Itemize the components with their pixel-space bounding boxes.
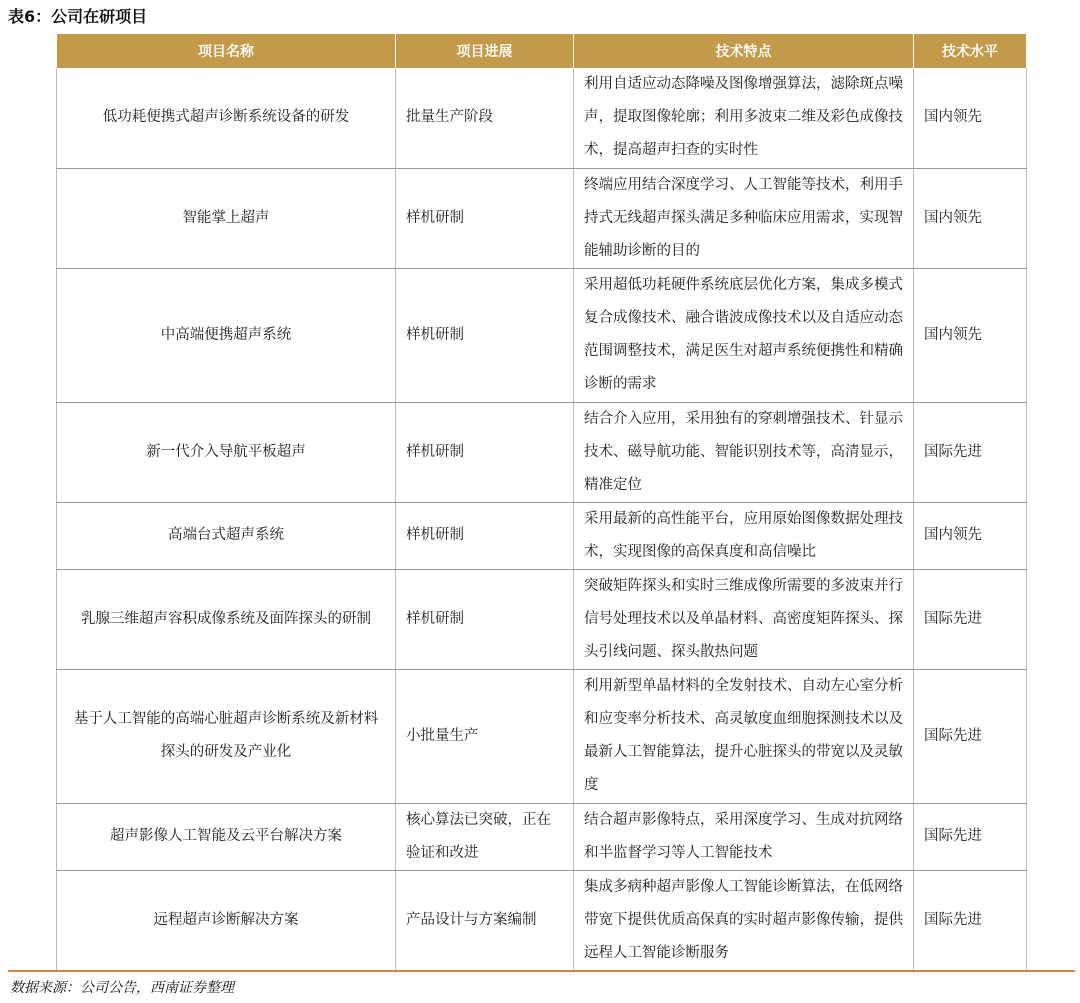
- project-progress-cell: 样机研制: [396, 502, 574, 569]
- footer-divider: [8, 970, 1075, 972]
- project-name-cell: 智能掌上超声: [57, 168, 396, 268]
- tech-features-cell: 结合超声影像特点，采用深度学习、生成对抗网络和半监督学习等人工智能技术: [574, 803, 914, 870]
- projects-table: [56, 34, 1027, 971]
- tech-level-cell: 国内领先: [914, 168, 1027, 268]
- project-name-cell: 低功耗便携式超声诊断系统设备的研发: [57, 68, 396, 168]
- tech-features-cell: 采用超低功耗硬件系统底层优化方案，集成多模式复合成像技术、融合谐波成像技术以及自适应动态范围调整技术，满足医生对超声系统便携性和精确诊断的需求: [574, 268, 914, 402]
- project-progress-cell: 核心算法已突破，正在验证和改进: [396, 803, 574, 870]
- table-header-row: [57, 34, 1027, 68]
- tech-level-cell: 国际先进: [914, 803, 1027, 870]
- tech-features-cell: 采用最新的高性能平台，应用原始图像数据处理技术，实现图像的高保真度和高信噪比: [574, 502, 914, 569]
- project-progress-cell: 样机研制: [396, 569, 574, 669]
- tech-features-cell: 终端应用结合深度学习、人工智能等技术，利用手持式无线超声探头满足多种临床应用需求，实现智能辅助诊断的目的: [574, 168, 914, 268]
- project-name-cell: 基于人工智能的高端心脏超声诊断系统及新材料探头的研发及产业化: [57, 669, 396, 803]
- project-name-cell: 超声影像人工智能及云平台解决方案: [57, 803, 396, 870]
- tech-features-cell: 突破矩阵探头和实时三维成像所需要的多波束并行信号处理技术以及单晶材料、高密度矩阵探头、探头引线问题、探头散热问题: [574, 569, 914, 669]
- source-note: 数据来源：公司公告，西南证券整理: [10, 980, 234, 996]
- table-row: [57, 402, 1027, 502]
- project-name-cell: 中高端便携超声系统: [57, 268, 396, 402]
- tech-level-cell: 国际先进: [914, 669, 1027, 803]
- tech-features-cell: 利用新型单晶材料的全发射技术、自动左心室分析和应变率分析技术、高灵敏度血细胞探测技术以及最新人工智能算法，提升心脏探头的带宽以及灵敏度: [574, 669, 914, 803]
- project-name-cell: 乳腺三维超声容积成像系统及面阵探头的研制: [57, 569, 396, 669]
- project-name-cell: 远程超声诊断解决方案: [57, 870, 396, 970]
- table-row: [57, 870, 1027, 970]
- project-progress-cell: 产品设计与方案编制: [396, 870, 574, 970]
- table-row: [57, 803, 1027, 870]
- project-progress-cell: 批量生产阶段: [396, 68, 574, 168]
- table-row: [57, 68, 1027, 168]
- table-row: [57, 569, 1027, 669]
- tech-level-cell: 国内领先: [914, 68, 1027, 168]
- tech-features-cell: 集成多病种超声影像人工智能诊断算法，在低网络带宽下提供优质高保真的实时超声影像传输，提供远程人工智能诊断服务: [574, 870, 914, 970]
- tech-level-cell: 国际先进: [914, 402, 1027, 502]
- project-name-cell: 高端台式超声系统: [57, 502, 396, 569]
- header-project-progress: 项目进展: [396, 34, 574, 68]
- table-caption: 表6：公司在研项目: [8, 7, 148, 26]
- table-row: [57, 669, 1027, 803]
- tech-level-cell: 国内领先: [914, 268, 1027, 402]
- header-tech-features: 技术特点: [574, 34, 914, 68]
- project-progress-cell: 样机研制: [396, 168, 574, 268]
- table-row: [57, 268, 1027, 402]
- tech-level-cell: 国际先进: [914, 569, 1027, 669]
- project-progress-cell: 样机研制: [396, 402, 574, 502]
- table-row: [57, 168, 1027, 268]
- tech-features-cell: 结合介入应用，采用独有的穿刺增强技术、针显示技术、磁导航功能、智能识别技术等，高清显示，精准定位: [574, 402, 914, 502]
- project-progress-cell: 小批量生产: [396, 669, 574, 803]
- tech-level-cell: 国内领先: [914, 502, 1027, 569]
- tech-features-cell: 利用自适应动态降噪及图像增强算法，滤除斑点噪声，提取图像轮廓；利用多波束二维及彩色成像技术，提高超声扫查的实时性: [574, 68, 914, 168]
- projects-table-container: [56, 34, 1026, 971]
- header-project-name: 项目名称: [57, 34, 396, 68]
- project-name-cell: 新一代介入导航平板超声: [57, 402, 396, 502]
- table-row: [57, 502, 1027, 569]
- table-body: [57, 68, 1027, 970]
- project-progress-cell: 样机研制: [396, 268, 574, 402]
- header-tech-level: 技术水平: [914, 34, 1027, 68]
- tech-level-cell: 国际先进: [914, 870, 1027, 970]
